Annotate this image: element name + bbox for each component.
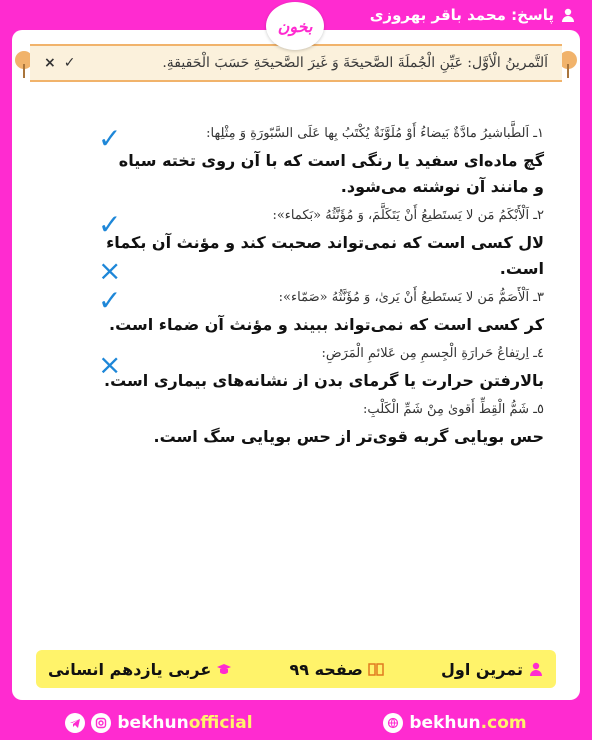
answer-persian: حس بویایی گربه قوی‌تر از حس بویایی سگ است.	[153, 427, 544, 446]
question-arabic: ٤ـ اِرتِفاعُ حَرارَةِ الْجِسمِ مِن عَلائمِ الْمَرَضِ:	[321, 346, 544, 361]
book-label: عربی یازدهم انسانی	[48, 660, 232, 679]
telegram-icon	[65, 713, 85, 733]
cross-mark: ×	[98, 348, 122, 381]
check-mark: ✓	[98, 208, 122, 241]
question-arabic: ٢ـ اَلْأَبْكَمُ مَن لا يَستَطيعُ أَنْ يَتَكَلَّمَ، وَ مُؤَنَّثُهُ «بَكماء»:	[272, 208, 544, 223]
cross-mark: ×	[44, 55, 56, 71]
answer-persian: کر کسی است که نمی‌تواند ببیند و مؤنث آن ضماء است.	[108, 315, 544, 334]
graduation-cap-icon	[216, 661, 232, 677]
answerer-label	[370, 6, 576, 24]
lesson-info-bar	[36, 650, 556, 688]
question-arabic: ١ـ اَلطَّباشيرُ مادَّةٌ بَيضاءُ أَوْ مُلَوَّنَةٌ يُكْتَبُ بِها عَلَى السَّبّورَةِ وَ مِثْلِها:	[206, 126, 544, 141]
question-item	[104, 288, 544, 338]
social-handle-link[interactable]: bekhunofficial	[65, 713, 252, 733]
footer	[0, 706, 592, 740]
website-link[interactable]: bekhun.com	[383, 713, 526, 733]
title-marks	[44, 55, 75, 71]
question-list	[104, 124, 544, 456]
instagram-icon	[91, 713, 111, 733]
user-icon	[560, 7, 576, 23]
question-arabic: ٣ـ اَلْأَصَمُّ مَن لا يَستَطيعُ أَنْ يَرىٰ، وَ مُؤَنَّثُهُ «صَمّاء»:	[278, 290, 544, 305]
cross-mark: ×	[98, 254, 122, 287]
answer-persian: گچ ماده‌ای سفید یا رنگی است که با آن روی تخته سیاه و مانند آن نوشته می‌شود.	[118, 151, 544, 196]
brand-logo: بخون	[266, 2, 324, 50]
question-item	[104, 344, 544, 394]
question-item	[104, 206, 544, 282]
question-item	[104, 124, 544, 200]
globe-icon	[383, 713, 403, 733]
answerer-text: پاسخ: محمد باقر بهروزی	[369, 6, 554, 24]
check-mark: ✓	[98, 284, 122, 317]
page-label: صفحه ۹۹	[290, 660, 384, 679]
exercise-label: تمرین اول	[441, 660, 544, 679]
question-item	[104, 400, 544, 450]
answer-persian: لال کسی است که نمی‌تواند صحبت کند و مؤنث آن بکماء است.	[106, 233, 544, 278]
check-mark: ✓	[98, 122, 122, 155]
answer-persian: بالارفتن حرارت یا گرمای بدن از نشانه‌های بیماری است.	[104, 371, 544, 390]
content-card	[12, 30, 580, 700]
question-arabic: ٥ـ شَمُّ الْقِطِّ أَقوىٰ مِنْ شَمِّ الْكَلْبِ:	[363, 402, 544, 417]
exercise-title: اَلتَّمرينُ الْأوَّل: عَيِّنِ الْجُملَةَ الصَّحيحَةَ وَ غَيرَ الصَّحيحَةِ حَسَبَ الْحَقيقةِ.	[162, 55, 548, 71]
user-icon	[528, 661, 544, 677]
check-mark: ✓	[63, 55, 76, 71]
book-open-icon	[368, 661, 384, 677]
